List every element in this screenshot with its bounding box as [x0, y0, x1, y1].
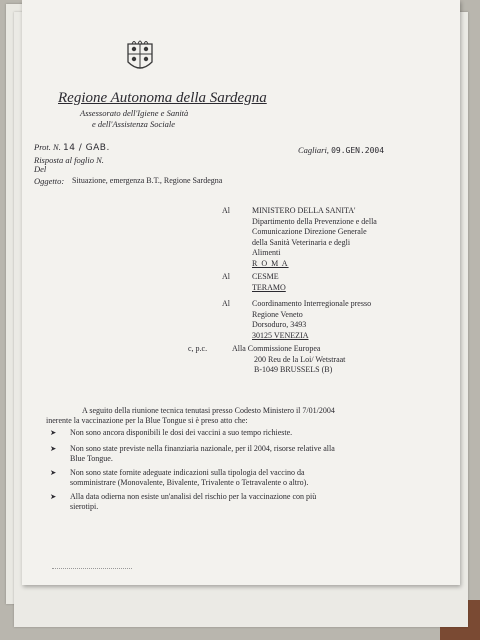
sardinia-crest-icon	[122, 38, 158, 76]
bullet-item: Non sono state fornite adeguate indicazioni sulla tipologia del vaccino da somministrare (Monovalente, Bivalente, Trivalente o Tetravalente o altro).	[70, 468, 309, 487]
place-date	[298, 145, 384, 155]
bullet-item: Non sono ancora disponibili le dosi dei vaccini a suo tempo richieste.	[70, 428, 293, 437]
city: Cagliari,	[298, 145, 329, 155]
subject-value: Situazione, emergenza B.T., Regione Sardegna	[72, 176, 223, 185]
addressee-label: Al	[222, 272, 230, 281]
letter-page: Regione Autonoma della Sardegna Assessorato dell'Igiene e Sanità e dell'Assistenza Sociale Prot. N. 14 / GAB. Risposta al foglio N. Del Oggetto: Situazione, emergenza B.T., Regione Sardegna Cagliari, 09.GEN.2004 Al MINISTERO DELLA SANITA' Dipartimento della Prevenzione e della Comunicazione Direzione Generale della Sanità Veterinaria e degli Alimenti R O M A Al CESME TERAMO Al Coordinamento Interregionale presso Regione Veneto Dorsoduro, 3493 30125 VENEZIA c, p.c. Alla Commissione Europea 200 Reu de la Loi/ Wetstraat B-1049 BRUSSELS (B) A seguito della riunione tecnica tenutasi presso Codesto Ministero il 7/01/2004 inerente la vaccinazione per la Blue Tongue si è preso atto che: ➤ Non sono ancora disponibili le dosi dei vaccini a suo tempo richieste. ➤ Non sono state previste nella finanziaria nazionale, per il 2004, risorse relative alla Blue Tongue. ➤ Non sono state fornite adeguate indicazioni sulla tipologia del vaccino da somministrare (Monovalente, Bivalente, Trivalente o Tetravalente o altro). ➤ Alla data odierna non esiste un'analisi del rischio per la vaccinazione con più sierotipi.	[22, 0, 460, 585]
del-label: Del	[34, 164, 47, 174]
protocol-number	[34, 142, 110, 153]
intro-line-2: inerente la vaccinazione per la Blue Tongue si è preso atto che:	[46, 416, 248, 425]
protocol-label: Prot. N.	[34, 142, 61, 152]
footer-mark	[52, 560, 132, 569]
addressee-label: c, p.c.	[188, 344, 208, 353]
arrow-bullet-icon: ➤	[50, 428, 57, 437]
bullet-item: Non sono state previste nella finanziaria nazionale, per il 2004, risorse relative alla Blue Tongue.	[70, 444, 335, 463]
arrow-bullet-icon: ➤	[50, 444, 57, 453]
department-line-1: Assessorato dell'Igiene e Sanità	[80, 108, 189, 118]
date-stamp: 09.GEN.2004	[331, 146, 385, 155]
bullet-item: Alla data odierna non esiste un'analisi del rischio per la vaccinazione con più sierotipi.	[70, 492, 317, 511]
arrow-bullet-icon: ➤	[50, 492, 57, 501]
region-name: Regione Autonoma della Sardegna	[58, 90, 267, 106]
addressee-label: Al	[222, 206, 230, 215]
department-line-2: e dell'Assistenza Sociale	[92, 119, 176, 129]
intro-line-1: A seguito della riunione tecnica tenutasi presso Codesto Ministero il 7/01/2004	[82, 406, 335, 415]
reply-to-label: Risposta al foglio N.	[34, 155, 104, 165]
arrow-bullet-icon: ➤	[50, 468, 57, 477]
subject-label: Oggetto:	[34, 176, 65, 186]
protocol-value: 14 / GAB.	[62, 143, 110, 153]
addressee-label: Al	[222, 299, 230, 308]
